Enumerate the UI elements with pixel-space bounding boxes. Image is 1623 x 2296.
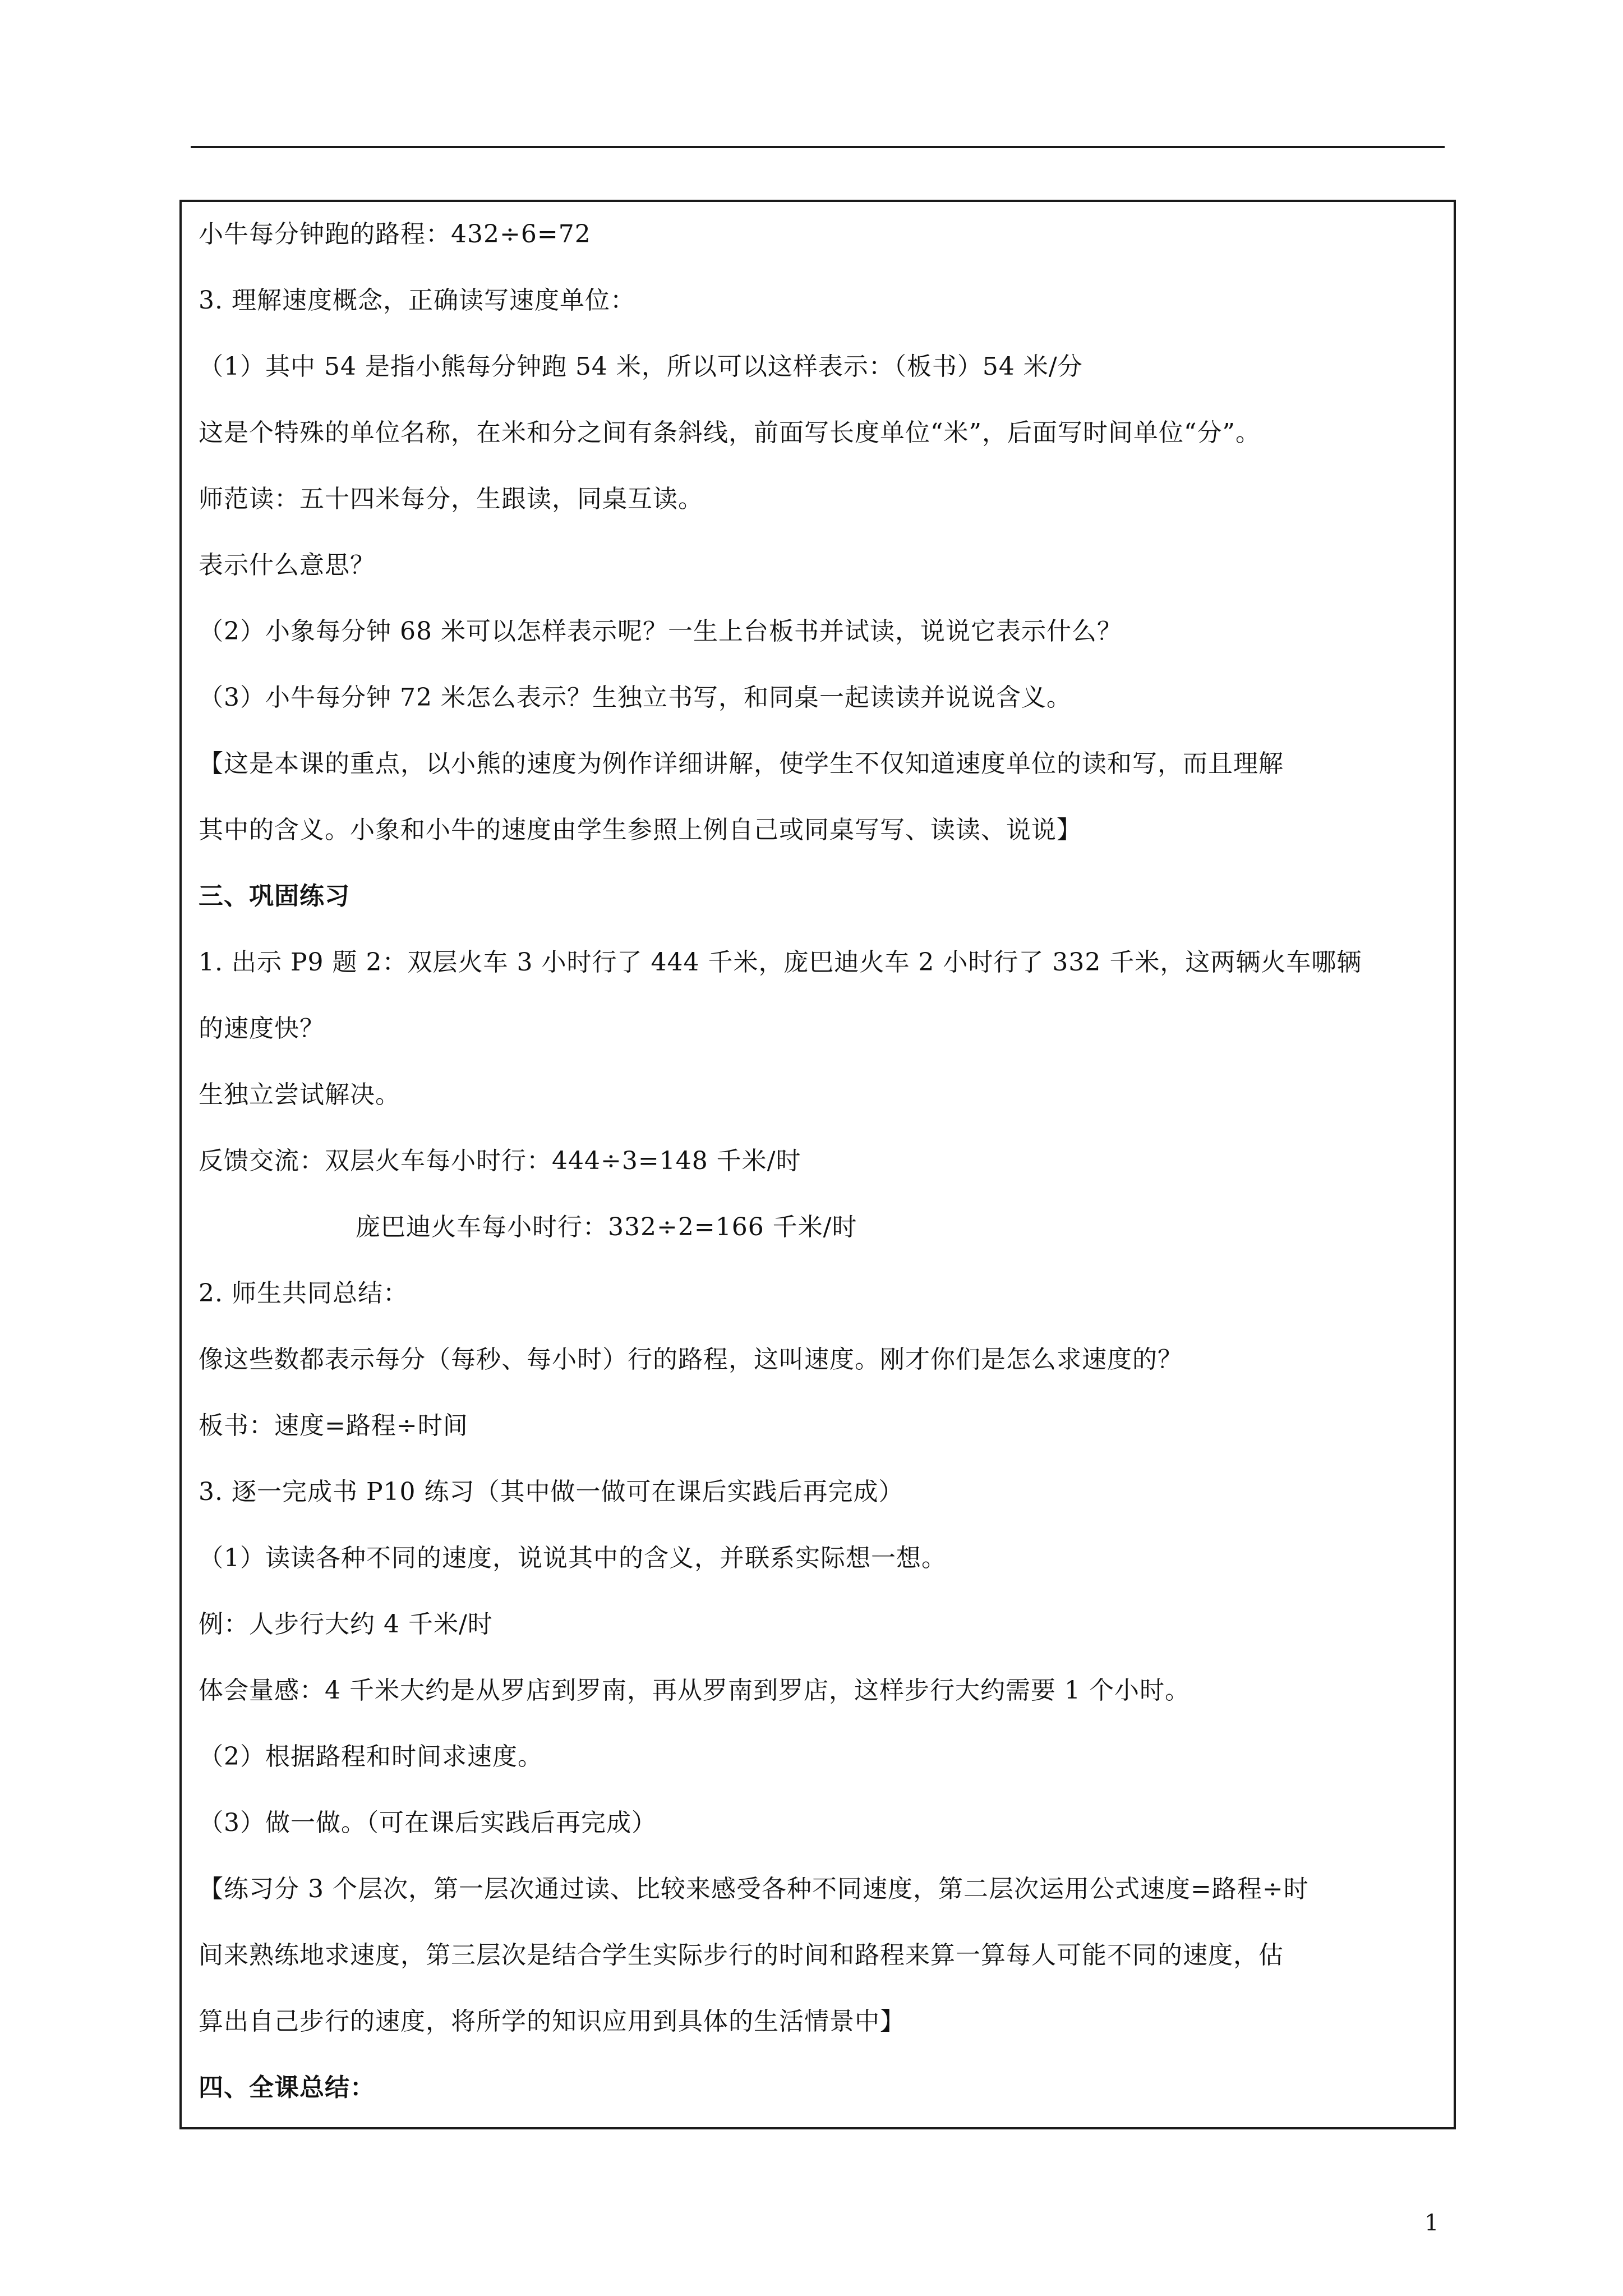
text-line: 表示什么意思？ xyxy=(199,551,375,579)
text-line: 像这些数都表示每分（每秒、每小时）行的路程，这叫速度。刚才你们是怎么求速度的？ xyxy=(199,1345,1183,1374)
page-number: 1 xyxy=(1424,2210,1439,2236)
section-heading: 三、巩固练习 xyxy=(199,882,350,910)
lesson-content-box xyxy=(179,200,1456,2129)
text-line: 板书：速度=路程÷时间 xyxy=(199,1411,468,1440)
text-line: （1）读读各种不同的速度，说说其中的含义，并联系实际想一想。 xyxy=(199,1544,947,1572)
text-line: 其中的含义。小象和小牛的速度由学生参照上例自己或同桌写写、读读、说说】 xyxy=(199,816,1082,844)
text-line: （2）小象每分钟 68 米可以怎样表示呢？一生上台板书并试读，说说它表示什么？ xyxy=(199,617,1122,646)
section-heading: 四、全课总结： xyxy=(199,2073,375,2102)
text-line: 例：人步行大约 4 千米/时 xyxy=(199,1610,493,1639)
text-line: 3. 逐一完成书 P10 练习（其中做一做可在课后实践后再完成） xyxy=(199,1478,904,1506)
text-line: 【练习分 3 个层次，第一层次通过读、比较来感受各种不同速度，第二层次运用公式速度=路程÷时 xyxy=(199,1875,1309,1903)
text-line: （3）小牛每分钟 72 米怎么表示？生独立书写，和同桌一起读读并说说含义。 xyxy=(199,683,1072,712)
text-line: 1. 出示 P9 题 2：双层火车 3 小时行了 444 千米，庞巴迪火车 2 小时行了 332 千米，这两辆火车哪辆 xyxy=(199,948,1362,977)
text-line: 3. 理解速度概念，正确读写速度单位： xyxy=(199,286,635,315)
text-line: 体会量感：4 千米大约是从罗店到罗南，再从罗南到罗店，这样步行大约需要 1 个小时。 xyxy=(199,1676,1190,1705)
text-line: 师范读：五十四米每分，生跟读，同桌互读。 xyxy=(199,485,703,513)
text-line: 算出自己步行的速度，将所学的知识应用到具体的生活情景中】 xyxy=(199,2007,905,2036)
text-line: 庞巴迪火车每小时行：332÷2=166 千米/时 xyxy=(356,1213,857,1241)
text-line: 的速度快？ xyxy=(199,1014,325,1043)
text-line: （3）做一做。（可在课后实践后再完成） xyxy=(199,1809,657,1837)
text-line: 【这是本课的重点，以小熊的速度为例作详细讲解，使学生不仅知道速度单位的读和写，而且理解 xyxy=(199,749,1284,778)
text-line: 间来熟练地求速度，第三层次是结合学生实际步行的时间和路程来算一算每人可能不同的速度，估 xyxy=(199,1941,1284,1970)
text-line: （2）根据路程和时间求速度。 xyxy=(199,1742,543,1771)
text-line: 小牛每分钟跑的路程：432÷6=72 xyxy=(199,220,591,249)
text-line: 2. 师生共同总结： xyxy=(199,1279,408,1308)
text-line: 反馈交流：双层火车每小时行：444÷3=148 千米/时 xyxy=(199,1147,801,1175)
text-line: 这是个特殊的单位名称，在米和分之间有条斜线，前面写长度单位“米”，后面写时间单位“分”。 xyxy=(199,418,1261,447)
header-rule xyxy=(191,146,1445,148)
text-line: （1）其中 54 是指小熊每分钟跑 54 米，所以可以这样表示：（板书）54 米/分 xyxy=(199,352,1083,381)
text-line: 生独立尝试解决。 xyxy=(199,1080,400,1109)
